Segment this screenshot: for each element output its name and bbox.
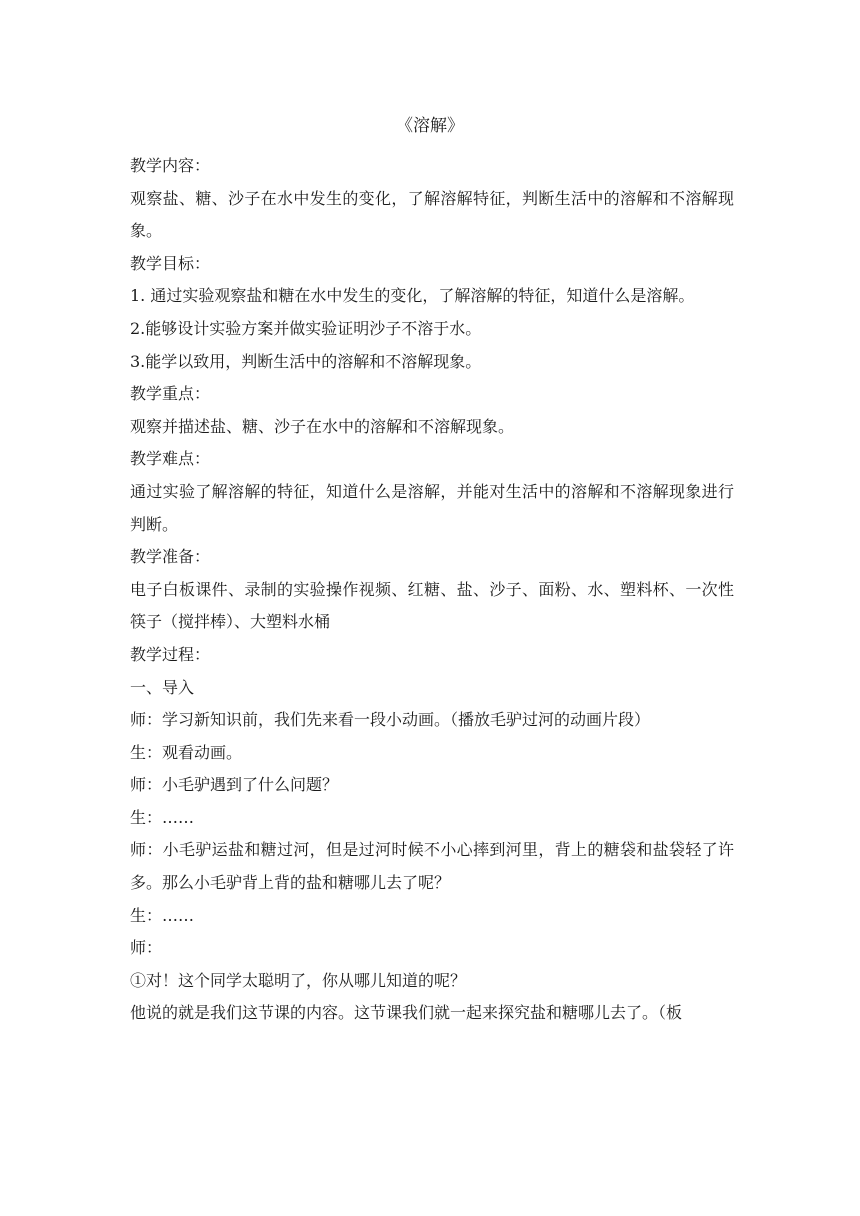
paragraph-difficulties: 通过实验了解溶解的特征，知道什么是溶解，并能对生活中的溶解和不溶解现象进行判断。 bbox=[130, 481, 734, 534]
document-title: 《溶解》 bbox=[396, 116, 464, 136]
section-heading-key-points: 教学重点： bbox=[130, 384, 211, 404]
dialogue-line: 师： bbox=[130, 938, 163, 958]
section-heading-goals: 教学目标： bbox=[130, 253, 211, 273]
goal-item-1: 1. 通过实验观察盐和糖在水中发生的变化，了解溶解的特征，知道什么是溶解。 bbox=[130, 286, 695, 306]
section-heading-content: 教学内容： bbox=[130, 156, 211, 175]
goal-item-2: 2.能够设计实验方案并做实验证明沙子不溶于水。 bbox=[130, 318, 482, 338]
section-heading-difficulties: 教学难点： bbox=[130, 449, 211, 469]
dialogue-line: ①对！这个同学太聪明了，你从哪儿知道的呢？ bbox=[130, 970, 467, 990]
goal-item-3: 3.能学以致用，判断生活中的溶解和不溶解现象。 bbox=[130, 351, 482, 371]
dialogue-line: 师：小毛驴运盐和糖过河，但是过河时候不小心摔到河里，背上的糖袋和盐袋轻了许多。那么小毛驴背上背的盐和糖哪儿去了呢？ bbox=[130, 840, 734, 893]
section-heading-process: 教学过程： bbox=[130, 644, 211, 664]
dialogue-line: 生：…… bbox=[130, 807, 195, 827]
paragraph-content: 观察盐、糖、沙子在水中发生的变化，了解溶解特征，判断生活中的溶解和不溶解现象。 bbox=[130, 188, 734, 241]
subsection-heading-intro: 一、导入 bbox=[130, 677, 195, 697]
paragraph-key-points: 观察并描述盐、糖、沙子在水中的溶解和不溶解现象。 bbox=[130, 416, 515, 436]
dialogue-line: 他说的就是我们这节课的内容。这节课我们就一起来探究盐和糖哪儿去了。（板 bbox=[130, 1003, 683, 1023]
dialogue-line: 生：观看动画。 bbox=[130, 742, 243, 762]
paragraph-preparation: 电子白板课件、录制的实验操作视频、红糖、盐、沙子、面粉、水、塑料杯、一次性筷子（搅拌棒）、大塑料水桶 bbox=[130, 579, 734, 632]
dialogue-line: 生：…… bbox=[130, 905, 195, 925]
section-heading-preparation: 教学准备： bbox=[130, 547, 211, 567]
dialogue-line: 师：小毛驴遇到了什么问题？ bbox=[130, 775, 339, 795]
document-body bbox=[130, 150, 734, 1030]
dialogue-line: 师：学习新知识前，我们先来看一段小动画。（播放毛驴过河的动画片段） bbox=[130, 710, 651, 730]
